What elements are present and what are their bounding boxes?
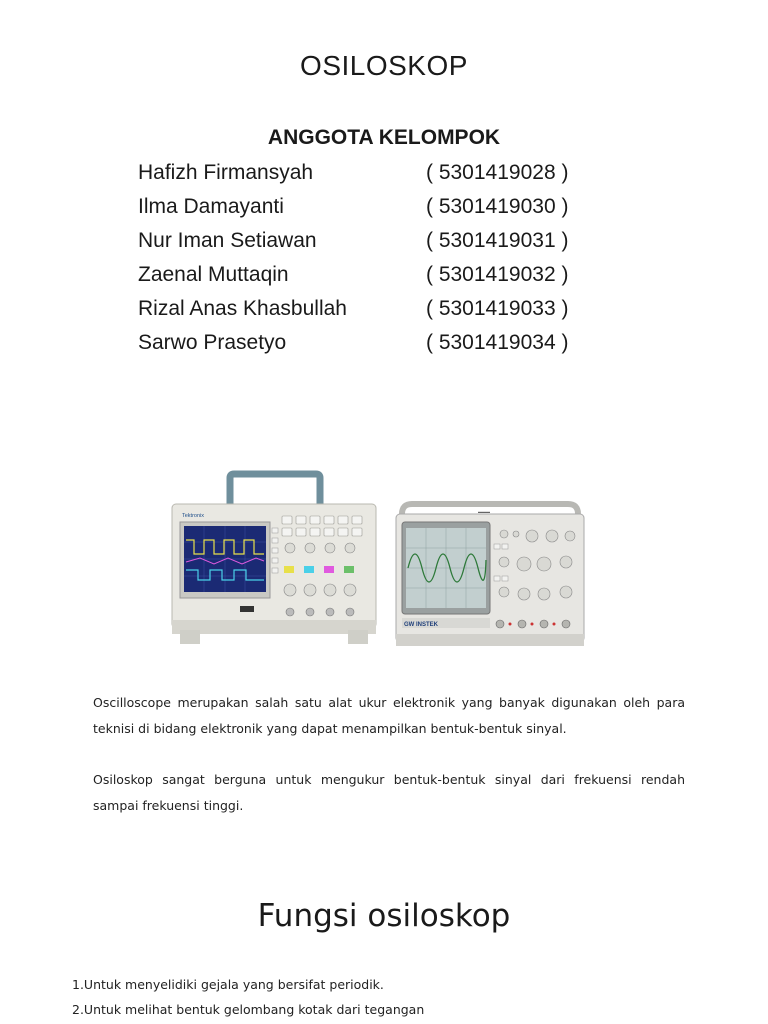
member-name: Rizal Anas Khasbullah <box>138 297 347 320</box>
section-heading-fungsi: Fungsi osiloskop <box>257 898 511 934</box>
member-nim: ( 5301419028 ) <box>426 161 569 184</box>
member-name: Zaenal Muttaqin <box>138 263 289 286</box>
members-heading: ANGGOTA KELOMPOK <box>267 126 501 149</box>
svg-text:▬▬▬: ▬▬▬ <box>478 509 490 514</box>
member-row <box>138 224 638 258</box>
fungsi-list <box>72 972 712 1022</box>
digital-oscilloscope-image <box>170 470 380 650</box>
member-name: Nur Iman Setiawan <box>138 229 317 252</box>
member-nim: ( 5301419032 ) <box>426 263 569 286</box>
member-name: Hafizh Firmansyah <box>138 161 314 184</box>
list-item: 2.Untuk melihat bentuk gelombang kotak dari tegangan <box>72 1002 425 1017</box>
member-row <box>138 292 638 326</box>
paragraph-definition: Oscilloscope merupakan salah satu alat ukur elektronik yang banyak digunakan oleh para teknisi di bidang elektronik yang dapat menampilkan bentuk-bentuk sinyal. <box>93 695 685 736</box>
member-row <box>138 156 638 190</box>
paragraph-usefulness: Osiloskop sangat berguna untuk mengukur bentuk-bentuk sinyal dari frekuensi rendah sampai frekuensi tinggi. <box>93 772 685 813</box>
member-nim: ( 5301419030 ) <box>426 195 569 218</box>
member-row <box>138 258 638 292</box>
member-row <box>138 326 638 360</box>
list-item: 1.Untuk menyelidiki gejala yang bersifat periodik. <box>72 977 384 992</box>
member-nim: ( 5301419033 ) <box>426 297 569 320</box>
scope1-brand-label: Tektronix <box>182 513 205 519</box>
members-list <box>138 156 638 360</box>
member-name: Ilma Damayanti <box>138 195 284 218</box>
member-nim: ( 5301419034 ) <box>426 331 569 354</box>
member-row <box>138 190 638 224</box>
member-name: Sarwo Prasetyo <box>138 331 287 354</box>
analog-oscilloscope-image <box>392 500 588 650</box>
page-title: OSILOSKOP <box>300 50 468 81</box>
member-nim: ( 5301419031 ) <box>426 229 569 252</box>
scope2-brand-label: GW INSTEK <box>404 622 438 628</box>
